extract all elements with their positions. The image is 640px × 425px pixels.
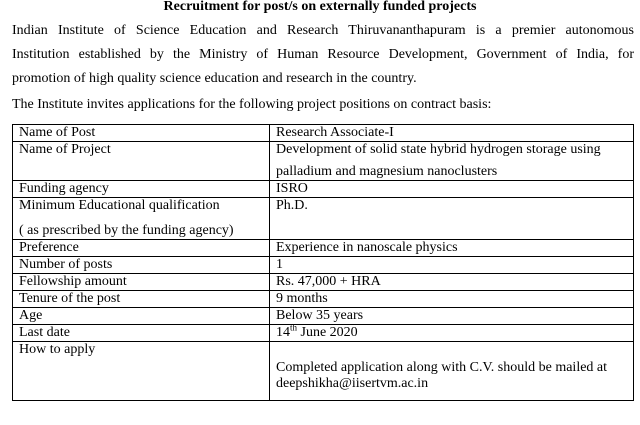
table-row xyxy=(13,181,634,198)
table-row xyxy=(13,274,634,291)
project-line-2: palladium and magnesium nanoclusters xyxy=(276,164,498,179)
row-value: 1 xyxy=(270,257,634,274)
project-line-1: Development of solid state hybrid hydrogen storage using xyxy=(276,142,601,157)
position-details-table xyxy=(12,124,634,401)
table-row xyxy=(13,257,634,274)
last-date-rest: June 2020 xyxy=(297,325,358,340)
row-label xyxy=(13,198,270,240)
table-row xyxy=(13,142,634,181)
row-value: Below 35 years xyxy=(270,308,634,325)
row-label: Funding agency xyxy=(13,181,270,198)
intro-line-3: promotion of high quality science education and research in the country. xyxy=(12,71,417,86)
row-label: How to apply xyxy=(13,342,270,401)
apply-line-1: Completed application along with C.V. should be mailed at xyxy=(276,360,608,375)
row-label: Tenure of the post xyxy=(13,291,270,308)
last-date-day: 14 xyxy=(276,325,290,340)
table-row xyxy=(13,342,634,401)
row-value xyxy=(270,322,634,342)
intro-paragraph xyxy=(12,19,634,91)
table-row xyxy=(13,198,634,240)
qualification-label-line-2: ( as prescribed by the funding agency) xyxy=(19,223,234,238)
table-row xyxy=(13,240,634,257)
apply-email: deepshikha@iisertvm.ac.in xyxy=(276,376,429,391)
row-label: Number of posts xyxy=(13,257,270,274)
row-label: Last date xyxy=(13,325,270,342)
row-value: Research Associate-I xyxy=(270,125,634,142)
table-row xyxy=(13,325,634,342)
row-value: Rs. 47,000 + HRA xyxy=(270,274,634,291)
row-label: Name of Project xyxy=(13,142,270,181)
table-row xyxy=(13,125,634,142)
intro-line-1: Indian Institute of Science Education and Research Thiruvananthapuram is a premier autonomous xyxy=(12,23,634,38)
row-value xyxy=(270,342,634,401)
row-value: Experience in nanoscale physics xyxy=(270,240,634,257)
row-label: Fellowship amount xyxy=(13,274,270,291)
invite-text: The Institute invites applications for the following project positions on contract basis: xyxy=(12,97,492,112)
row-label: Name of Post xyxy=(13,125,270,142)
qualification-label-line-1: Minimum Educational qualification xyxy=(19,198,220,213)
row-value: Ph.D. xyxy=(270,198,634,240)
page-heading: Recruitment for post/s on externally funded projects xyxy=(163,0,477,14)
table-row xyxy=(13,308,634,325)
row-label: Age xyxy=(13,308,270,325)
row-label: Preference xyxy=(13,240,270,257)
last-date-suffix: th xyxy=(290,322,298,333)
row-value xyxy=(270,142,634,181)
row-value: ISRO xyxy=(270,181,634,198)
table-row xyxy=(13,291,634,308)
row-value: 9 months xyxy=(270,291,634,308)
intro-line-2: Institution established by the Ministry of Human Resource Development, Government of India, for xyxy=(12,47,634,62)
